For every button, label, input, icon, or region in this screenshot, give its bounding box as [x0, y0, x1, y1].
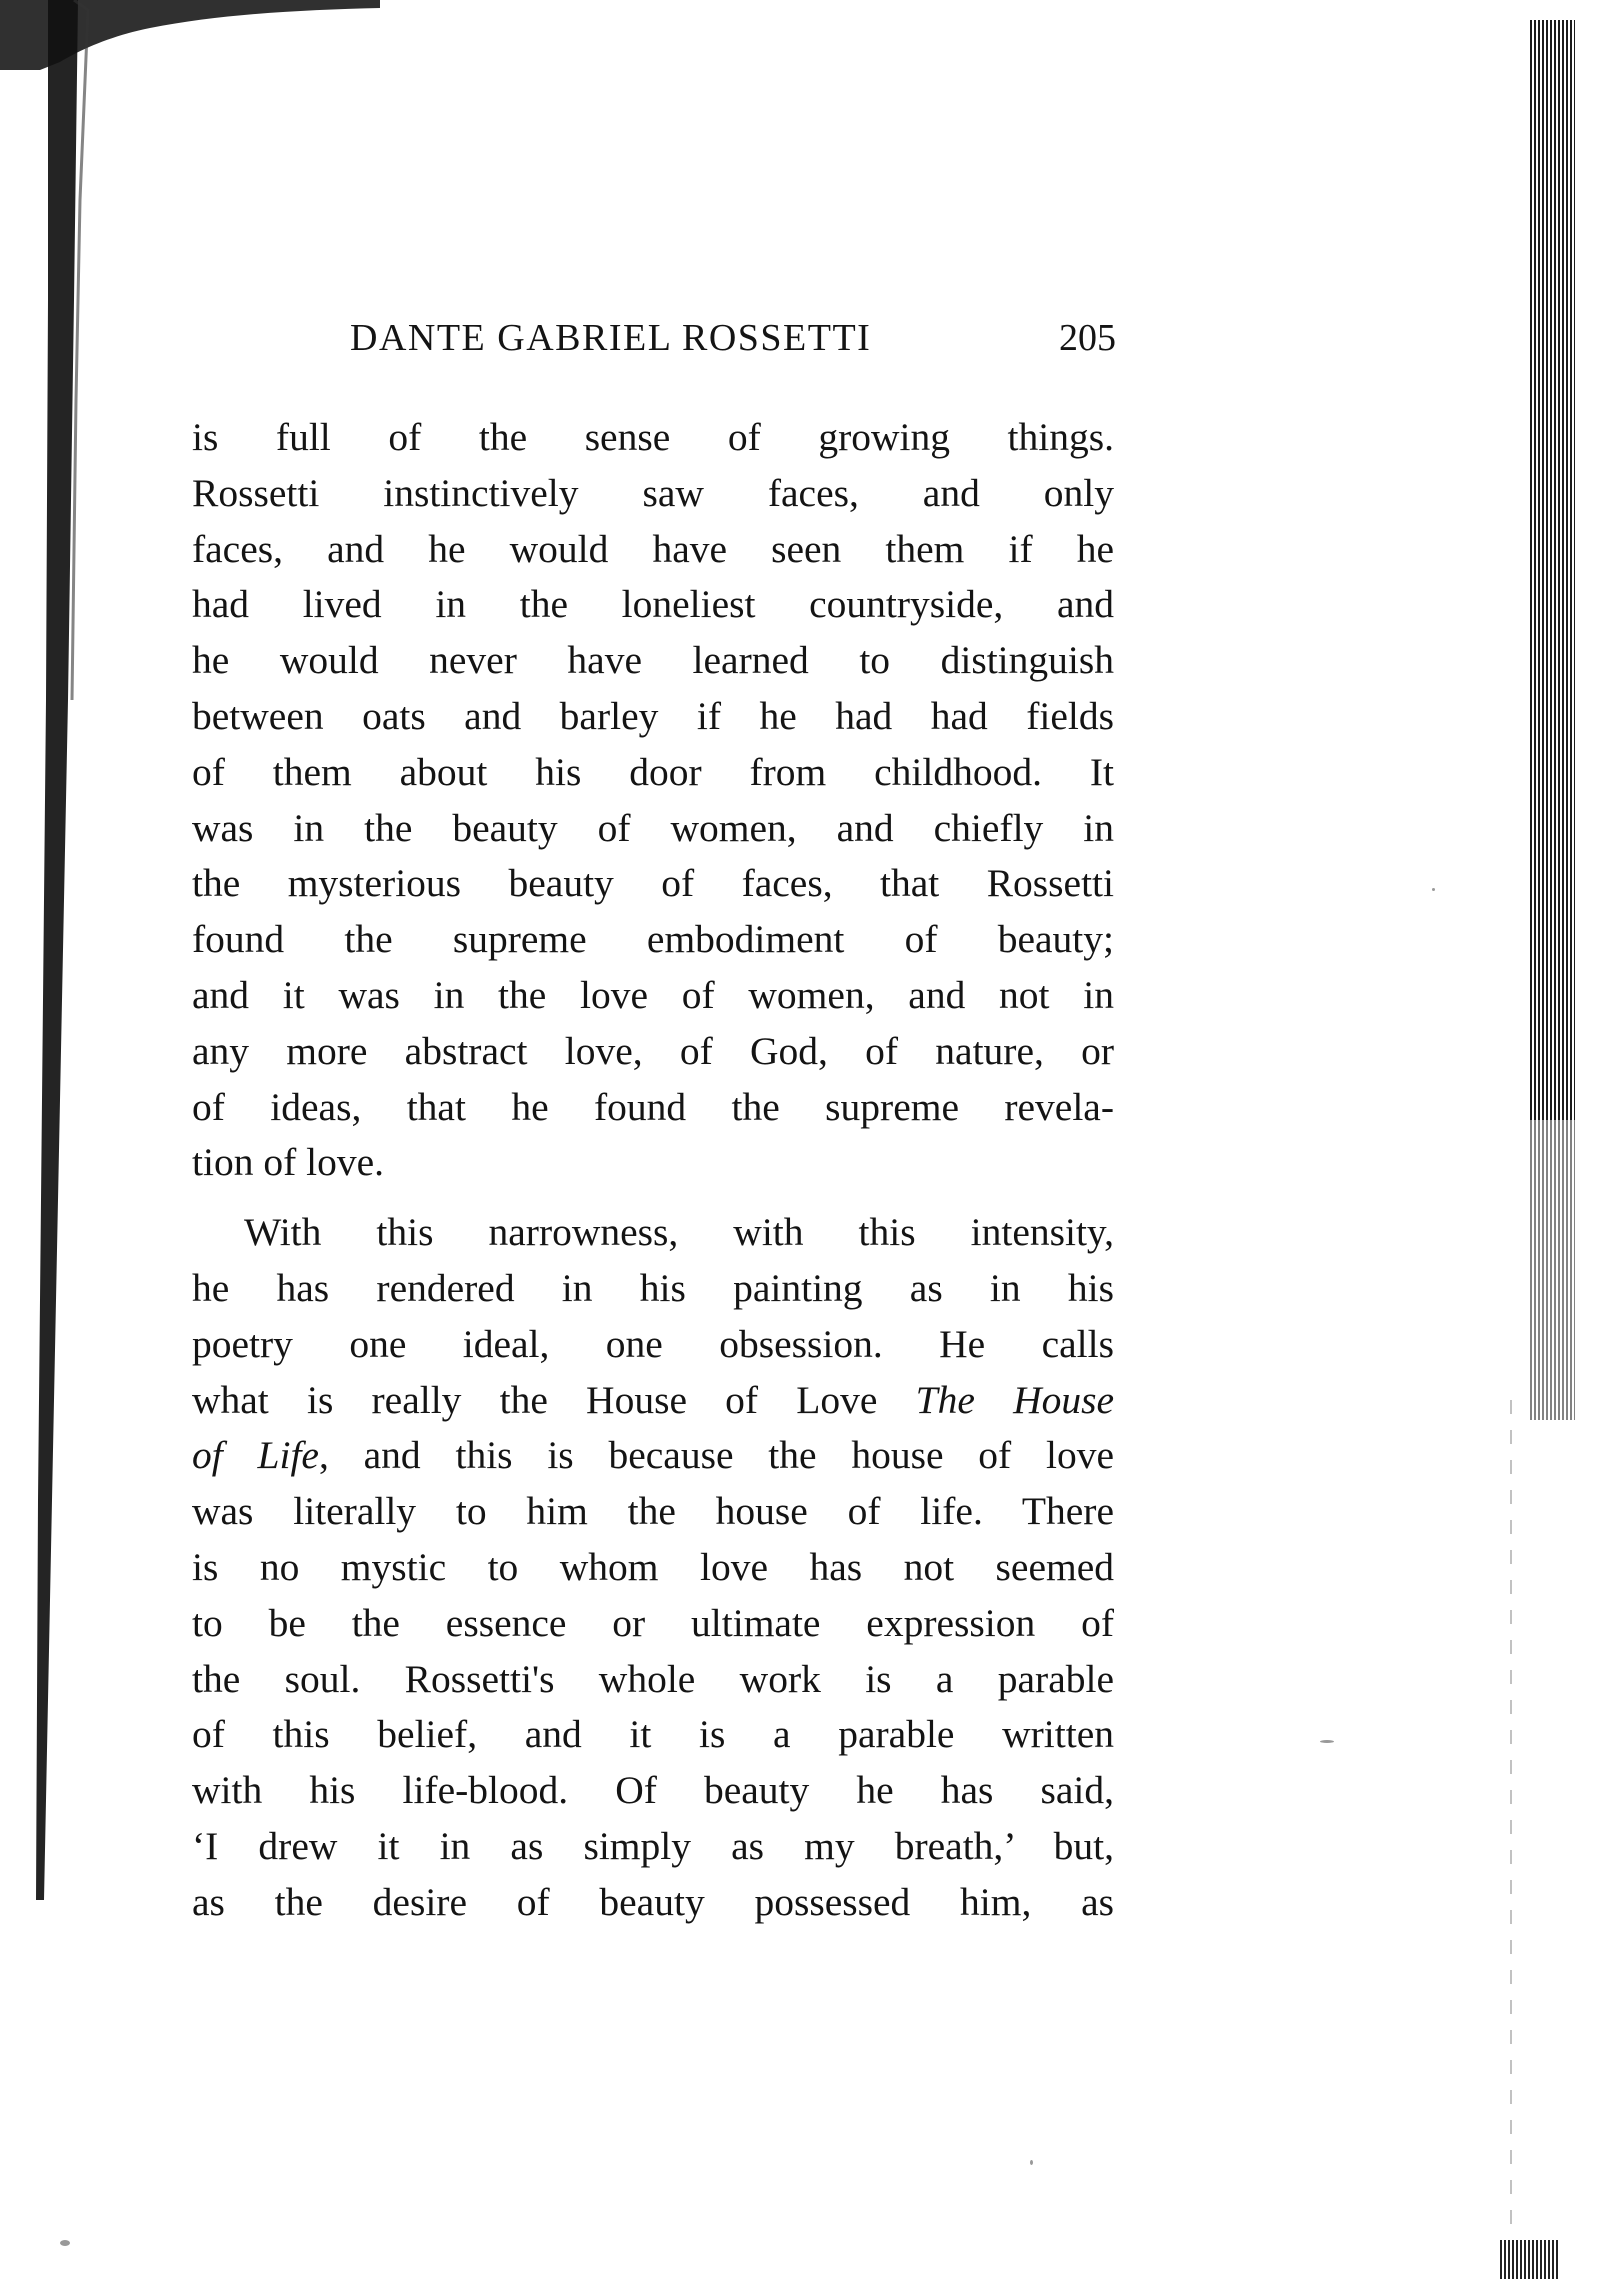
scan-speck	[60, 2240, 70, 2246]
text-line: was in the beauty of women, and chiefly in	[192, 805, 1114, 850]
text-line: With this narrowness, with this intensity,	[244, 1210, 1114, 1255]
text-line: of ideas, that he found the supreme revela-	[192, 1084, 1114, 1129]
scan-speck	[1030, 2160, 1033, 2165]
text-line: tion of love.	[192, 1140, 384, 1185]
text-line-with-title	[192, 1428, 1114, 1484]
paragraph-1	[192, 410, 1114, 1191]
paragraph-gap	[192, 1191, 1114, 1205]
text-line: found the supreme embodiment of beauty;	[192, 917, 1114, 962]
running-head-title: DANTE GABRIEL ROSSETTI	[350, 317, 872, 359]
scan-speck	[1320, 1740, 1334, 1743]
text-line: he has rendered in his painting as in his	[192, 1265, 1114, 1310]
page-edge-bottom-right	[1500, 2230, 1560, 2279]
text-line: Rossetti instinctively saw faces, and only	[192, 470, 1114, 515]
text-run: what is really the House of Love	[192, 1377, 916, 1422]
text-line: faces, and he would have seen them if he	[192, 526, 1114, 571]
page-number: 205	[1059, 317, 1116, 359]
text-line: poetry one ideal, one obsession. He calls	[192, 1321, 1114, 1366]
text-line: between oats and barley if he had had fields	[192, 693, 1114, 738]
binding-shadow-left	[8, 0, 108, 1900]
text-line: of them about his door from childhood. It	[192, 749, 1114, 794]
text-line: as the desire of beauty possessed him, as	[192, 1879, 1114, 1924]
text-run: , and this is because the house of love	[318, 1433, 1114, 1478]
page-edge-dash-line	[1510, 1400, 1512, 2230]
scan-speck	[1432, 888, 1435, 891]
text-line-with-title	[192, 1373, 1114, 1429]
text-line: is full of the sense of growing things.	[192, 415, 1114, 459]
book-title-italic: The House	[915, 1377, 1114, 1422]
text-line: and it was in the love of women, and not in	[192, 972, 1114, 1017]
text-line: with his life-blood. Of beauty he has said,	[192, 1768, 1114, 1813]
text-line: the mysterious beauty of faces, that Rossetti	[192, 861, 1114, 906]
running-head	[190, 316, 1120, 376]
text-line: ‘I drew it in as simply as my breath,’ but,	[192, 1823, 1114, 1868]
body-text	[192, 410, 1114, 1931]
text-line: of this belief, and it is a parable written	[192, 1712, 1114, 1757]
text-line: was literally to him the house of life. There	[192, 1489, 1114, 1534]
text-line: he would never have learned to distinguish	[192, 638, 1114, 683]
text-line: is no mystic to whom love has not seemed	[192, 1544, 1114, 1589]
paragraph-2	[192, 1205, 1114, 1930]
text-line: to be the essence or ultimate expression of	[192, 1600, 1114, 1645]
book-title-italic: of Life	[192, 1433, 319, 1478]
text-line: any more abstract love, of God, of nature, or	[192, 1028, 1114, 1073]
page-edge-right	[1530, 20, 1575, 1420]
text-line: the soul. Rossetti's whole work is a parable	[192, 1656, 1114, 1701]
text-line: had lived in the loneliest countryside, and	[192, 582, 1114, 627]
